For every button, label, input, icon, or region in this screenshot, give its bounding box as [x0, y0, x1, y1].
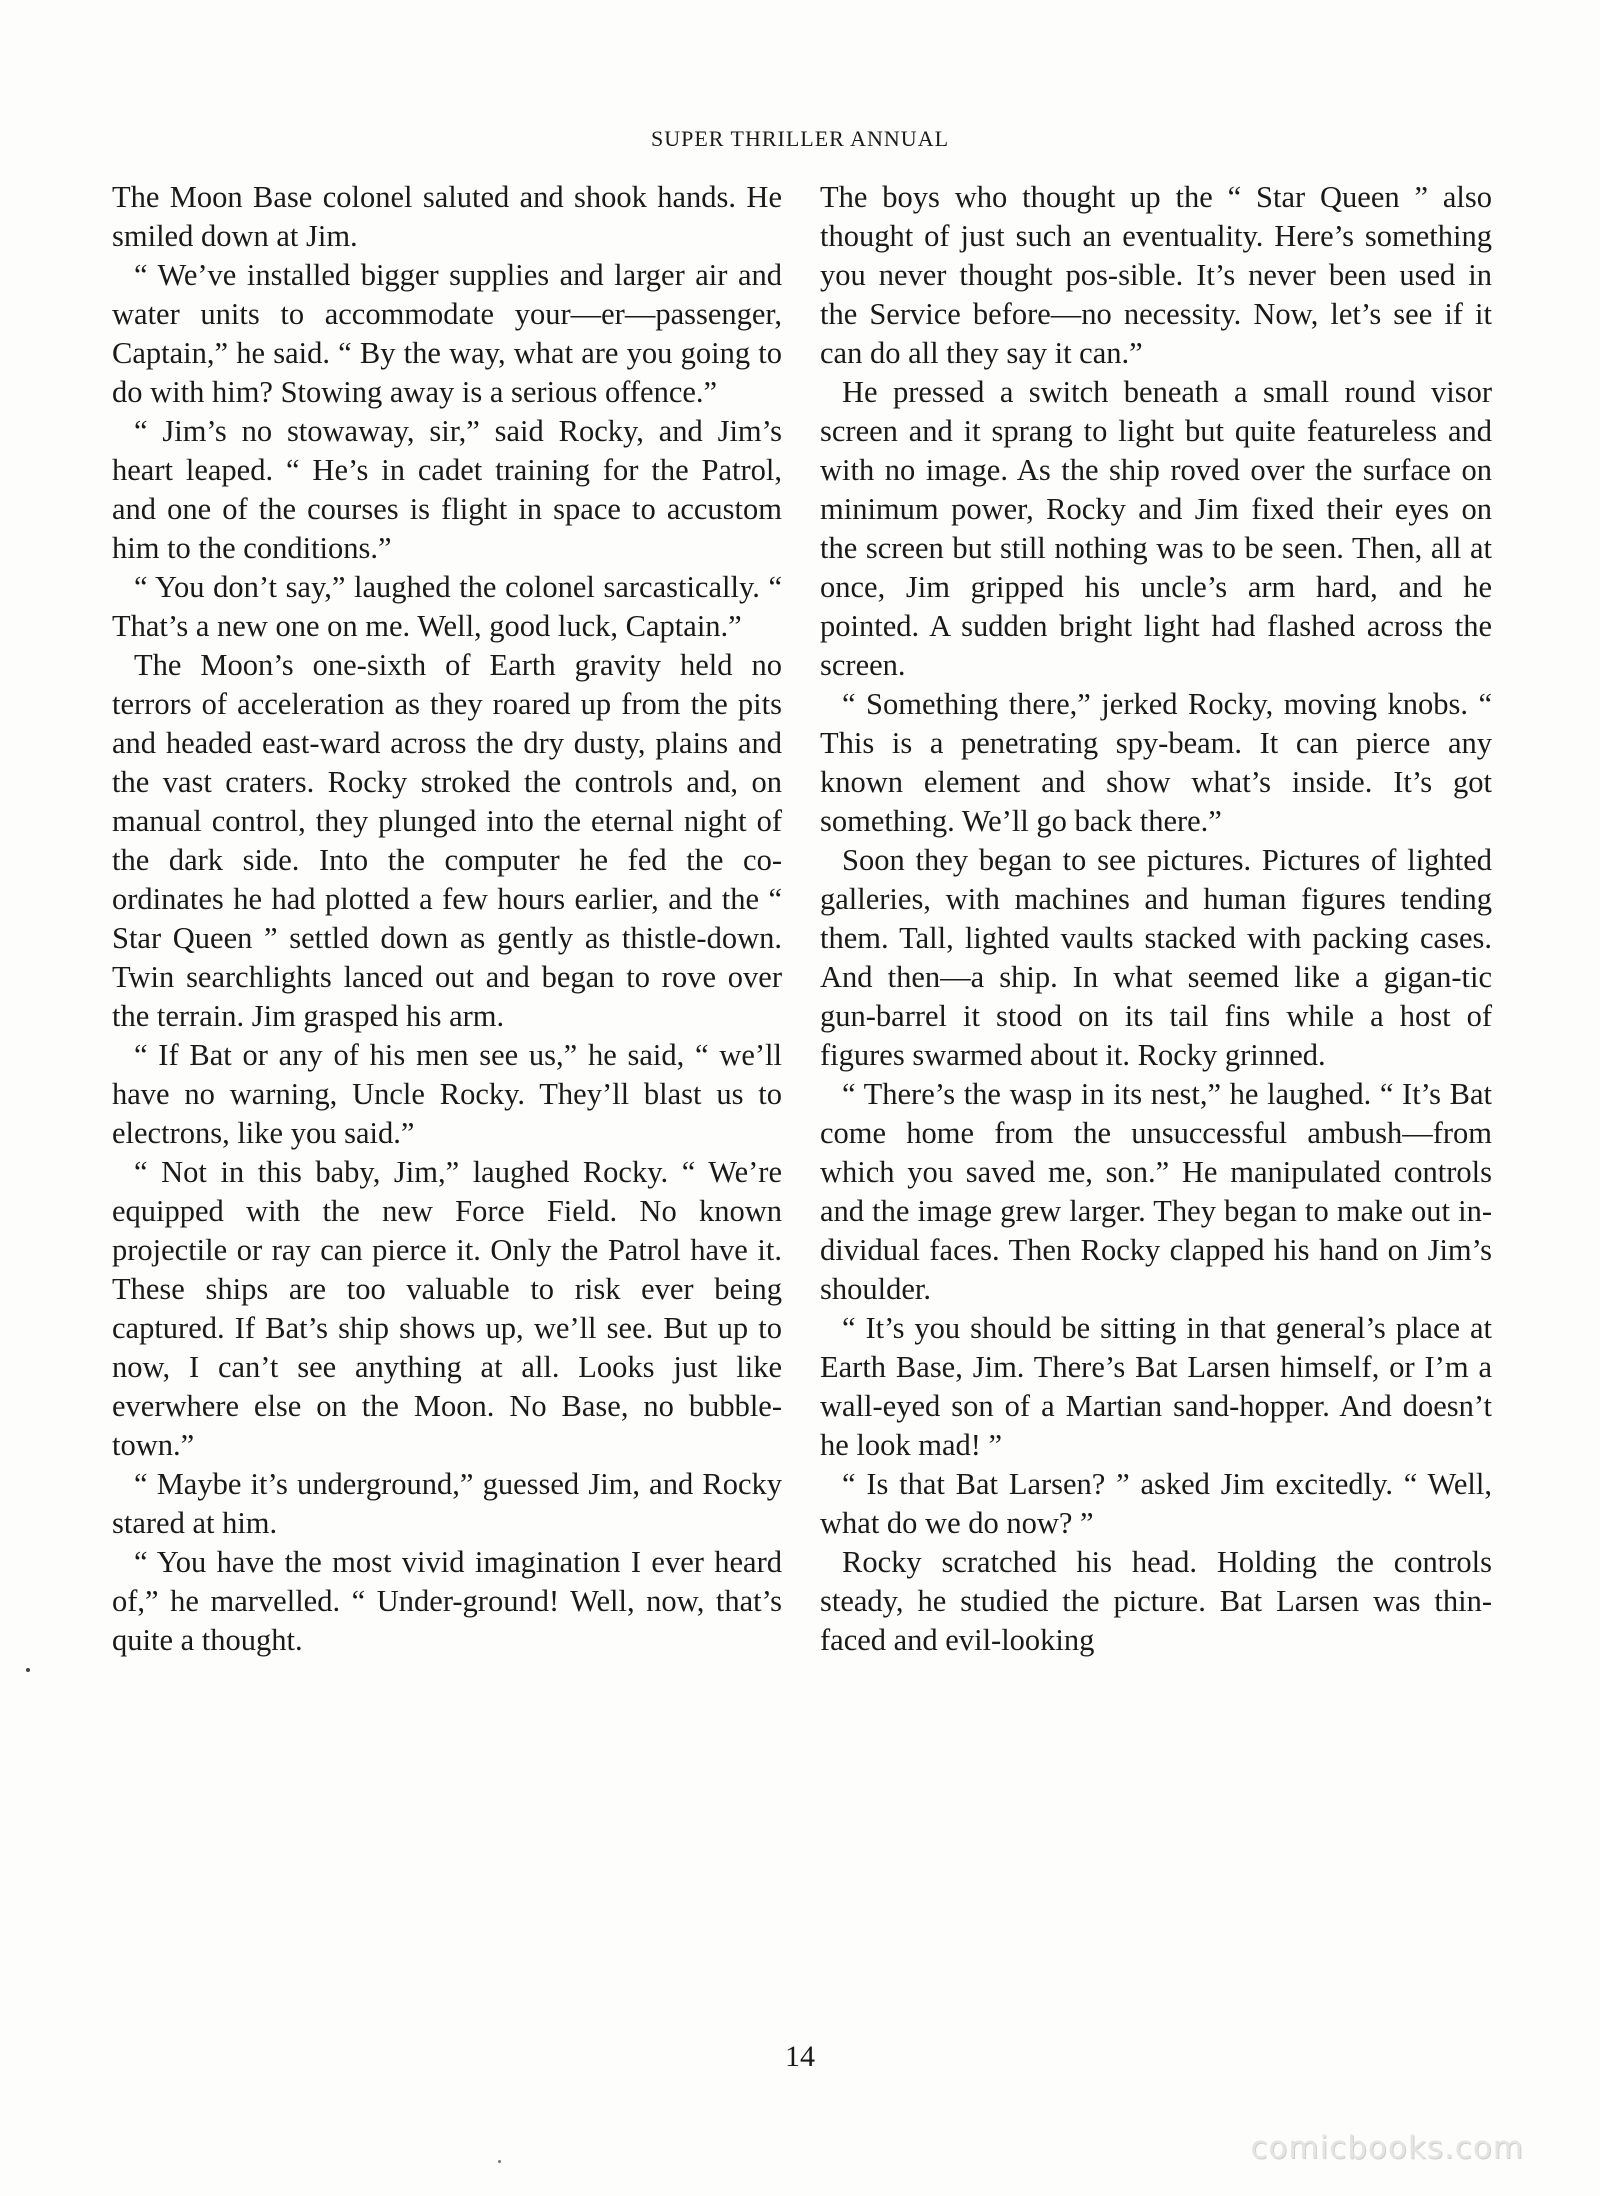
paragraph: “ You have the most vivid imagination I ever heard of,” he marvelled. “ Under-ground! Well, now, that’s quite a thought.: [112, 1545, 782, 1657]
paragraph: The boys who thought up the “ Star Queen ” also thought of just such an eventuality. Here’s something you never thought pos-sible. It’s never been used in the Service before—no necessity. Now, let’s see if it can do all they say it can.”: [820, 180, 1492, 370]
paragraph: He pressed a switch beneath a small round visor screen and it sprang to light but quite featureless and with no image. As the ship roved over the surface on minimum power, Rocky and Jim fixed their eyes on the screen but still nothing was to be seen. Then, all at once, Jim gripped his uncle’s arm hard, and he pointed. A sudden bright light had flashed across the screen.: [820, 375, 1492, 682]
paragraph: “ Something there,” jerked Rocky, moving knobs. “ This is a penetrating spy-beam. It can pierce any known element and show what’s inside. It’s got something. We’ll go back there.”: [820, 687, 1492, 838]
paragraph: “ Is that Bat Larsen? ” asked Jim excitedly. “ Well, what do we do now? ”: [820, 1467, 1492, 1540]
page-number: 14: [785, 2040, 815, 2073]
left-text-column: [112, 178, 782, 1660]
watermark-text: comicbooks.com: [1250, 2130, 1524, 2166]
paragraph: “ It’s you should be sitting in that general’s place at Earth Base, Jim. There’s Bat Larsen himself, or I’m a wall-eyed son of a Martian sand-hopper. And doesn’t he look mad! ”: [820, 1311, 1492, 1462]
paragraph: Soon they began to see pictures. Pictures of lighted galleries, with machines and human figures tending them. Tall, lighted vaults stacked with packing cases. And then—a ship. In what seemed like a gigan-tic gun-barrel it stood on its tail fins while a host of figures swarmed about it. Rocky grinned.: [820, 843, 1492, 1072]
paragraph: The Moon’s one-sixth of Earth gravity held no terrors of acceleration as they roared up from the pits and headed east-ward across the dry dusty, plains and the vast craters. Rocky stroked the controls and, on manual control, they plunged into the eternal night of the dark side. Into the computer he fed the co-ordinates he had plotted a few hours earlier, and the “ Star Queen ” settled down as gently as thistle-down. Twin searchlights lanced out and began to rove over the terrain. Jim grasped his arm.: [112, 648, 782, 1033]
paragraph: “ Not in this baby, Jim,” laughed Rocky. “ We’re equipped with the new Force Field. No known projectile or ray can pierce it. Only the Patrol have it. These ships are too valuable to risk ever being captured. If Bat’s ship shows up, we’ll see. But up to now, I can’t see anything at all. Looks just like everwhere else on the Moon. No Base, no bubble-town.”: [112, 1155, 782, 1462]
print-speck: [26, 1668, 30, 1672]
paragraph: The Moon Base colonel saluted and shook hands. He smiled down at Jim.: [112, 180, 782, 253]
paragraph: Rocky scratched his head. Holding the controls steady, he studied the picture. Bat Larsen was thin-faced and evil-looking: [820, 1545, 1492, 1657]
print-speck: [498, 2160, 501, 2163]
paragraph: “ Maybe it’s underground,” guessed Jim, and Rocky stared at him.: [112, 1467, 782, 1540]
paragraph: “ There’s the wasp in its nest,” he laughed. “ It’s Bat come home from the unsuccessful ambush—from which you saved me, son.” He manipulated controls and the image grew larger. They began to make out in-dividual faces. Then Rocky clapped his hand on Jim’s shoulder.: [820, 1077, 1492, 1306]
paragraph: “ We’ve installed bigger supplies and larger air and water units to accommodate your—er—passenger, Captain,” he said. “ By the way, what are you going to do with him? Stowing away is a serious offence.”: [112, 258, 782, 409]
running-header: SUPER THRILLER ANNUAL: [650, 126, 950, 151]
right-text-column: [820, 178, 1492, 1660]
paragraph: “ If Bat or any of his men see us,” he said, “ we’ll have no warning, Uncle Rocky. They’ll blast us to electrons, like you said.”: [112, 1038, 782, 1150]
paragraph: “ You don’t say,” laughed the colonel sarcastically. “ That’s a new one on me. Well, good luck, Captain.”: [112, 570, 782, 643]
paragraph: “ Jim’s no stowaway, sir,” said Rocky, and Jim’s heart leaped. “ He’s in cadet training for the Patrol, and one of the courses is flight in space to accustom him to the conditions.”: [112, 414, 782, 565]
